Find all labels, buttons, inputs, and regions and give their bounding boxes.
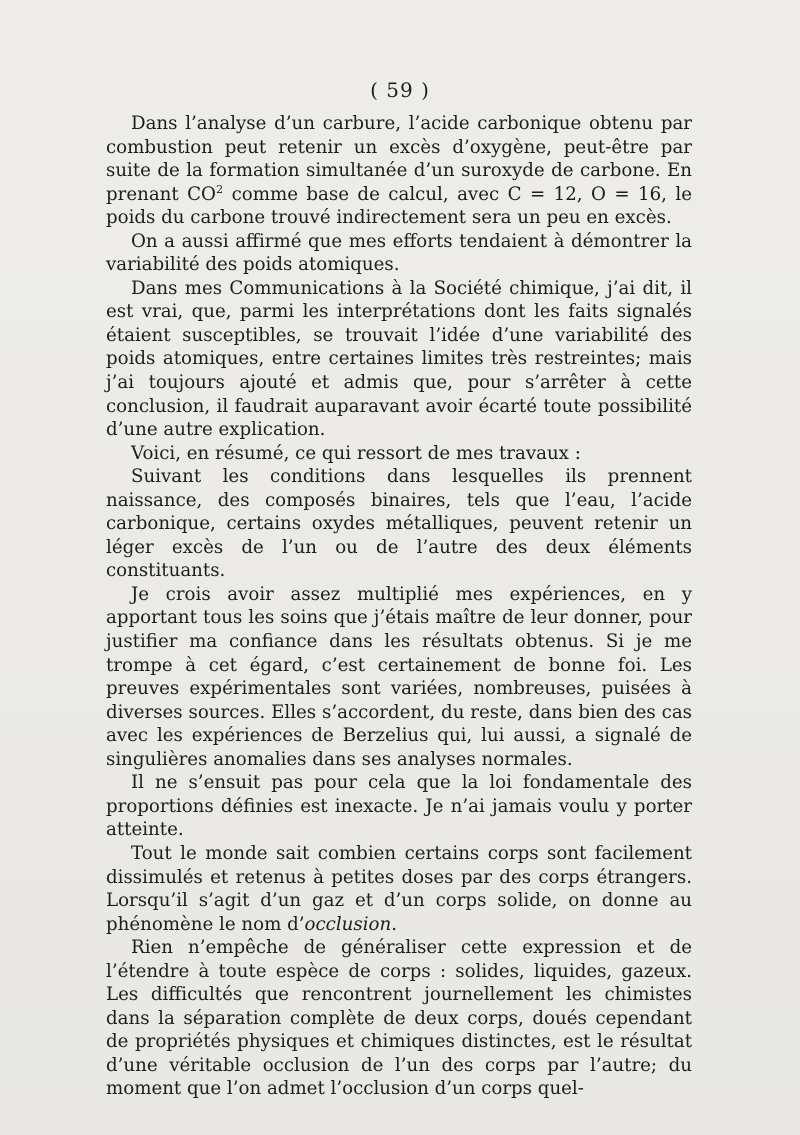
paragraph-8 xyxy=(106,842,692,936)
paragraph-1 xyxy=(106,112,692,230)
paragraph-4: Voici, en résumé, ce qui ressort de mes travaux : xyxy=(131,442,581,464)
paragraph-7: Il ne s’ensuit pas pour cela que la loi fondamentale des proportions définies est inexacte. Je n’ai jamais voulu y porter atteinte. xyxy=(106,772,692,841)
paragraph-8-text: Tout le monde sait combien certains corps sont facilement dissimulés et retenus à petites doses par des corps étrangers. Lorsqu’il s’agit d’un gaz et d’un corps solide, on donne au phénomène le nom d’ xyxy=(106,842,692,935)
paragraph-1-superscript: 2 xyxy=(215,182,224,196)
page-body xyxy=(106,112,692,1101)
paragraph-1-text: Dans l’analyse d’un carbure, l’acide carbonique obtenu par combustion peut retenir un excès d’oxygène, peut-être par suite de la formation simultanée d’un suroxyde de carbone. En prenant CO xyxy=(106,113,692,205)
paragraph-3: Dans mes Communications à la Société chimique, j’ai dit, il est vrai, que, parmi les interprétations dont les faits signalés étaient susceptibles, se trouvait l’idée d’une variabilité des poids atomiques, entre certaines limites très restreintes; mais j’ai toujours ajouté et admis que, pour s’arrêter à cette conclusion, il faudrait auparavant avoir écarté toute possibilité d’une autre explication. xyxy=(106,277,692,441)
paragraph-9: Rien n’empêche de généraliser cette expression et de l’étendre à toute espèce de corps : solides, liquides, gazeux. Les difficultés que rencontrent journellement les chimistes dans la séparation complète de deux corps, doués cependant de propriétés physiques et chimiques distinctes, est le résultat d’une véritable occlusion de l’un des corps par l’autre; du moment que l’on admet l’occlusion d’un corps quel- xyxy=(106,937,692,1100)
paragraph-6: Je crois avoir assez multiplié mes expériences, en y apportant tous les soins que j’étais maître de leur donner, pour justifier ma confiance dans les résultats obtenus. Si je me trompe à cet égard, c’est certainement de bonne foi. Les preuves expérimentales sont variées, nombreuses, puisées à diverses sources. Elles s’accordent, du reste, dans bien des cas avec les expériences de Berzelius qui, lui aussi, a signalé de singulières anomalies dans ses analyses normales. xyxy=(106,583,692,770)
paragraph-2: On a aussi affirmé que mes efforts tendaient à démontrer la variabilité des poids atomiques. xyxy=(106,230,692,276)
paragraph-8-italic-term: occlusion xyxy=(304,913,392,935)
paragraph-8-after-italic: . xyxy=(391,913,397,935)
paragraph-5: Suivant les conditions dans lesquelles ils prennent naissance, des composés binaires, tels que l’eau, l’acide carbonique, certains oxydes métalliques, peuvent retenir un léger excès de l’un ou de l’autre des deux éléments constituants. xyxy=(106,466,692,582)
page-number: ( 59 ) xyxy=(370,78,430,102)
paragraph-1-after-superscript: comme base de calcul, avec C = 12, O = 16, le poids du carbone trouvé indirectement sera un peu en excès. xyxy=(106,183,692,229)
